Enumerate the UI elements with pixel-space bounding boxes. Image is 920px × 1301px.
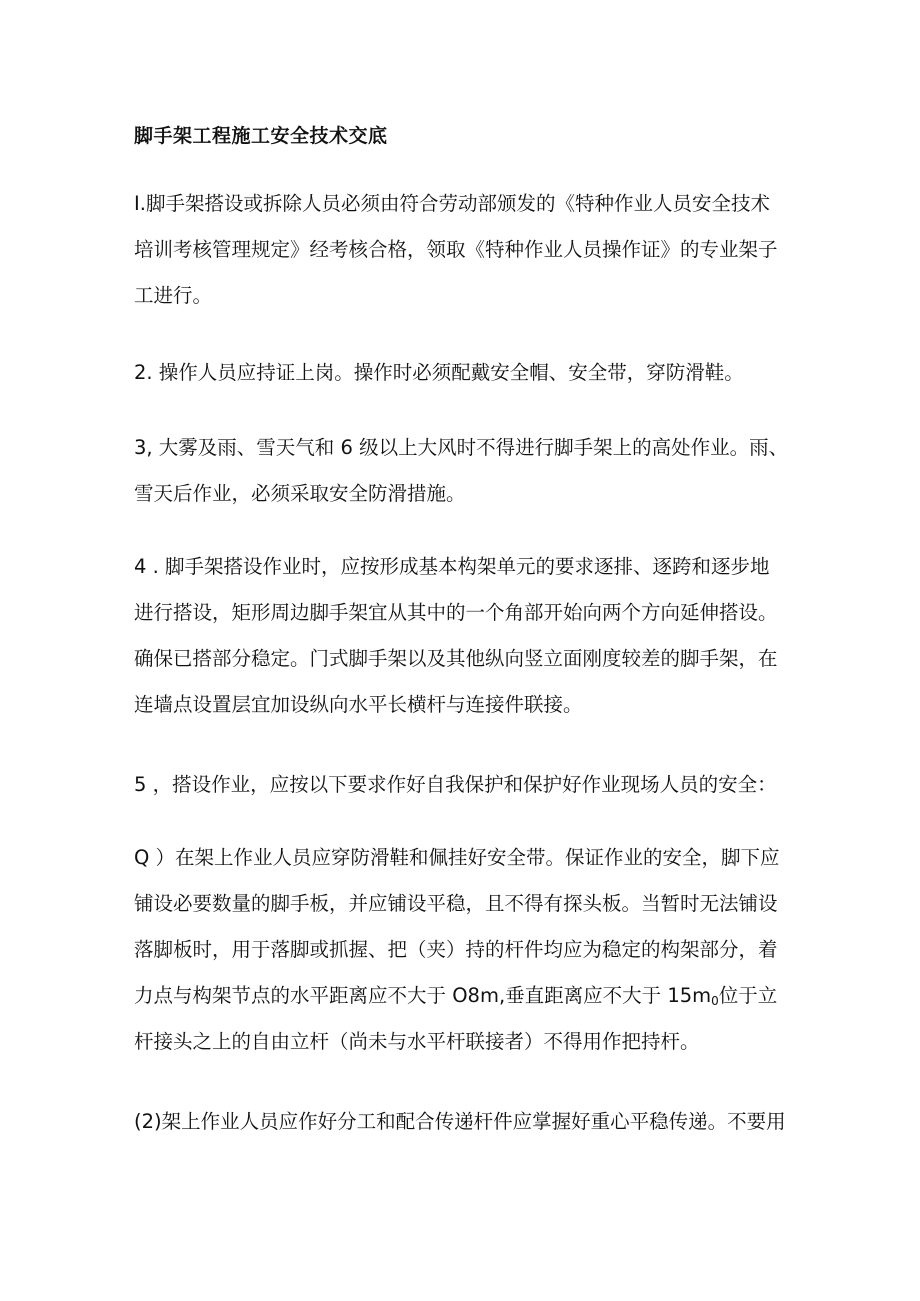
- paragraph-line: 进行搭设，矩形周边脚手架宜从其中的一个角部开始向两个方向延伸搭设。: [134, 601, 778, 624]
- paragraph-line: 落脚板时，用于落脚或抓握、把（夹）持的杆件均应为稳定的构架部分，着: [134, 938, 778, 961]
- paragraph-line: I.脚手架搭设或拆除人员必须由符合劳动部颁发的《特种作业人员安全技术: [134, 192, 770, 215]
- paragraph-1: [134, 192, 814, 308]
- paragraph-line: 铺设必要数量的脚手板，并应铺设平稳，且不得有探头板。当暂时无法铺设: [134, 892, 778, 915]
- line-text: 力点与构架节点的水平距离应不大于 O8m,垂直距离应不大于 15m: [134, 984, 712, 1007]
- line-text: 位于立: [718, 984, 778, 1007]
- paragraph-line: 5 ，搭设作业，应按以下要求作好自我保护和保护好作业现场人员的安全：: [134, 773, 777, 796]
- paragraph-line: 2. 操作人员应持证上岗。操作时必须配戴安全帽、安全带，穿防滑鞋。: [134, 361, 744, 384]
- paragraph-line: 杆接头之上的自由立杆（尚未与水平杆联接者）不得用作把持杆。: [134, 1030, 700, 1053]
- paragraph-line: [134, 984, 814, 1008]
- paragraph-3: [134, 436, 814, 506]
- paragraph-line: 4 . 脚手架搭设作业时，应按形成基本构架单元的要求逐排、逐跨和逐步地: [134, 555, 770, 578]
- paragraph-7: [134, 1110, 814, 1134]
- paragraph-line: 3, 大雾及雨、雪天气和 6 级以上大风时不得进行脚手架上的高处作业。雨、: [134, 436, 789, 459]
- paragraph-line: 确保已搭部分稳定。门式脚手架以及其他纵向竖立面刚度较差的脚手架，在: [134, 647, 778, 670]
- paragraph-line: (2)架上作业人员应作好分工和配合传递杆件应掌握好重心平稳传递。不要用: [134, 1110, 786, 1133]
- paragraph-line: 工进行。: [134, 284, 213, 307]
- paragraph-6: [134, 846, 814, 1054]
- paragraph-4: [134, 555, 814, 717]
- document-title: 脚手架工程施工安全技术交底: [134, 125, 388, 147]
- paragraph-5: [134, 773, 814, 797]
- paragraph-2: [134, 361, 814, 385]
- paragraph-line: 雪天后作业，必须采取安全防滑措施。: [134, 482, 466, 505]
- paragraph-line: 连墙点设置层宜加设纵向水平长横杆与连接件联接。: [134, 693, 583, 716]
- paragraph-line: 培训考核管理规定》经考核合格，领取《特种作业人员操作证》的专业架子: [134, 238, 778, 261]
- paragraph-line: Q ）在架上作业人员应穿防滑鞋和佩挂好安全带。保证作业的安全，脚下应: [134, 846, 780, 869]
- subscript-text: 0: [711, 994, 719, 1008]
